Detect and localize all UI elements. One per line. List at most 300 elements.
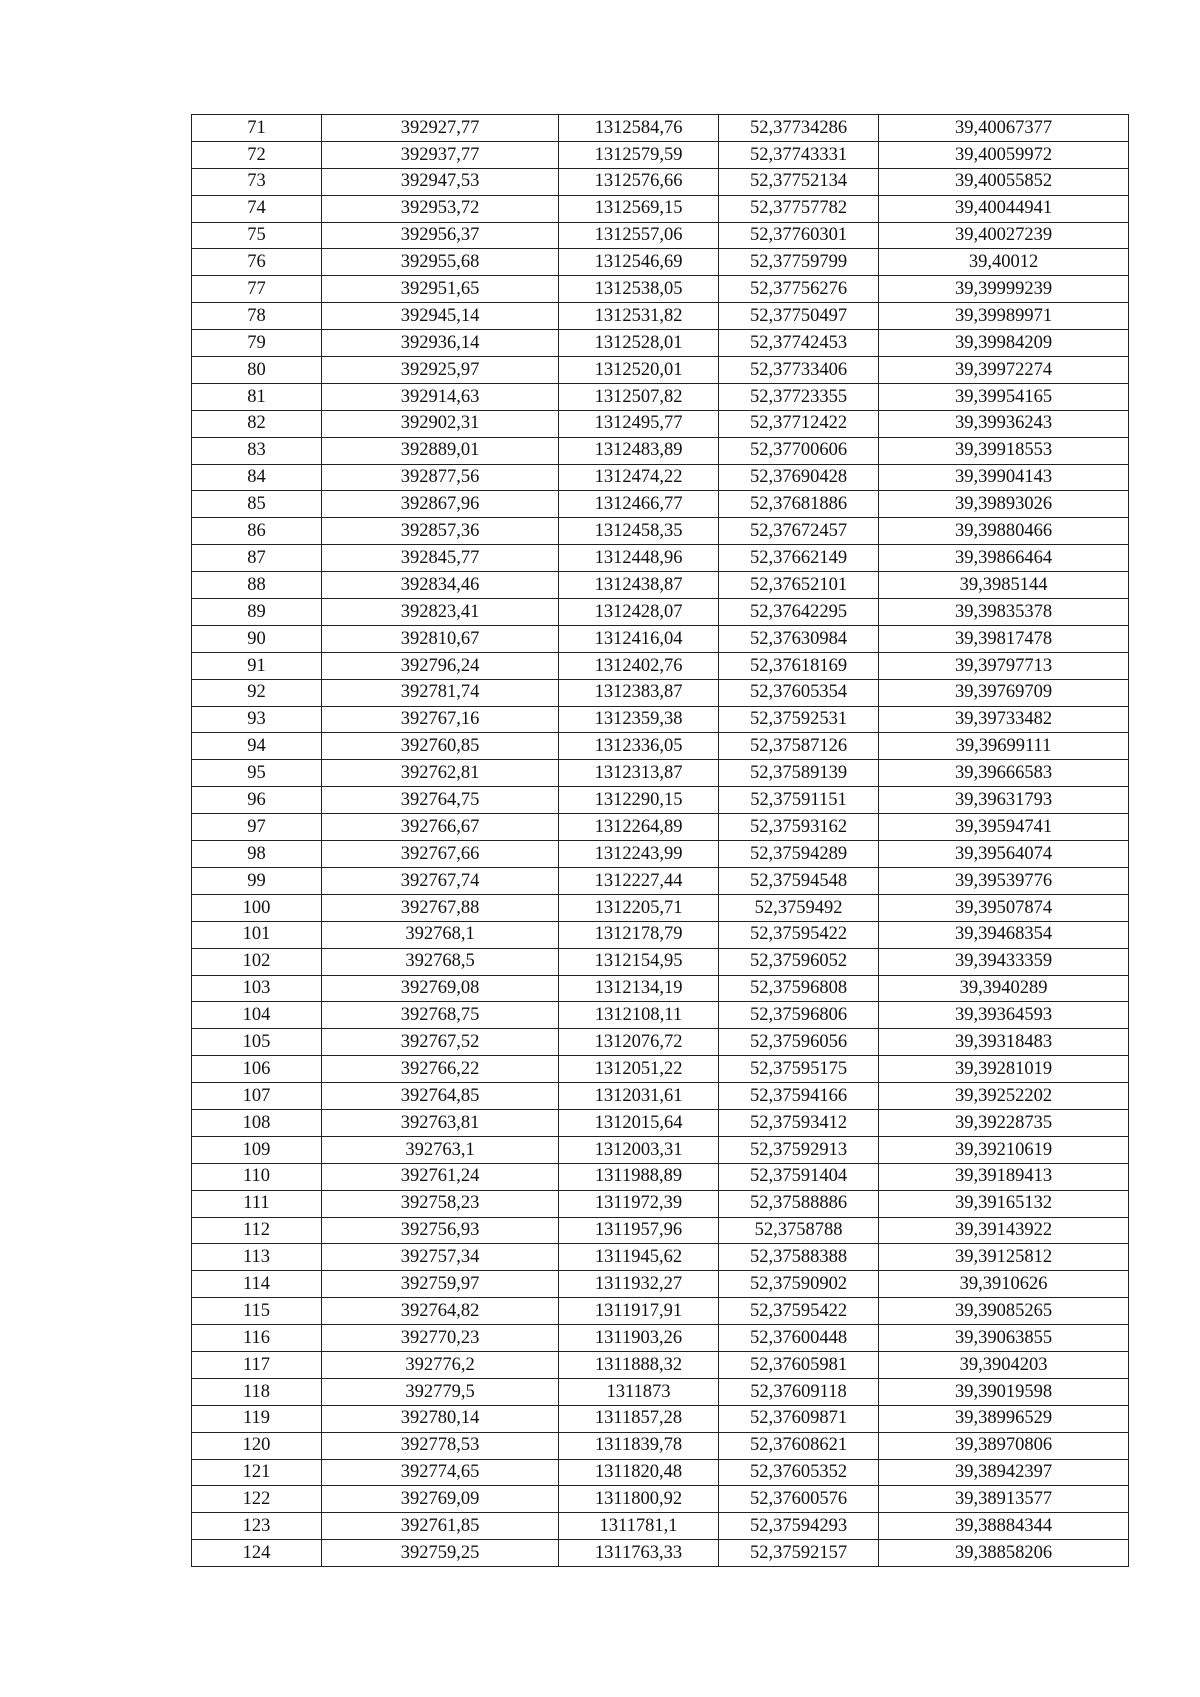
- y-coordinate-cell: 1312579,59: [559, 141, 719, 168]
- x-coordinate-cell: 392867,96: [322, 491, 559, 518]
- longitude-cell: 39,39085265: [879, 1298, 1129, 1325]
- x-coordinate-cell: 392761,24: [322, 1163, 559, 1190]
- point-number-cell: 71: [192, 115, 322, 142]
- y-coordinate-cell: 1311820,48: [559, 1459, 719, 1486]
- y-coordinate-cell: 1312051,22: [559, 1056, 719, 1083]
- point-number-cell: 73: [192, 168, 322, 195]
- y-coordinate-cell: 1312438,87: [559, 572, 719, 599]
- point-number-cell: 113: [192, 1244, 322, 1271]
- point-number-cell: 97: [192, 814, 322, 841]
- x-coordinate-cell: 392947,53: [322, 168, 559, 195]
- point-number-cell: 100: [192, 894, 322, 921]
- point-number-cell: 112: [192, 1217, 322, 1244]
- point-number-cell: 81: [192, 383, 322, 410]
- table-row: [192, 545, 1129, 572]
- table-row: [192, 276, 1129, 303]
- x-coordinate-cell: 392781,74: [322, 679, 559, 706]
- y-coordinate-cell: 1311903,26: [559, 1325, 719, 1352]
- x-coordinate-cell: 392770,23: [322, 1325, 559, 1352]
- longitude-cell: 39,39666583: [879, 760, 1129, 787]
- table-row: [192, 652, 1129, 679]
- x-coordinate-cell: 392810,67: [322, 625, 559, 652]
- point-number-cell: 101: [192, 921, 322, 948]
- latitude-cell: 52,37734286: [719, 115, 879, 142]
- point-number-cell: 120: [192, 1432, 322, 1459]
- x-coordinate-cell: 392889,01: [322, 437, 559, 464]
- x-coordinate-cell: 392758,23: [322, 1190, 559, 1217]
- table-row: [192, 195, 1129, 222]
- y-coordinate-cell: 1312264,89: [559, 814, 719, 841]
- x-coordinate-cell: 392937,77: [322, 141, 559, 168]
- y-coordinate-cell: 1312015,64: [559, 1109, 719, 1136]
- point-number-cell: 96: [192, 787, 322, 814]
- y-coordinate-cell: 1311932,27: [559, 1271, 719, 1298]
- table-row: [192, 1217, 1129, 1244]
- y-coordinate-cell: 1312576,66: [559, 168, 719, 195]
- latitude-cell: 52,37605352: [719, 1459, 879, 1486]
- x-coordinate-cell: 392945,14: [322, 303, 559, 330]
- table-row: [192, 357, 1129, 384]
- longitude-cell: 39,39594741: [879, 814, 1129, 841]
- table-row: [192, 410, 1129, 437]
- longitude-cell: 39,3940289: [879, 975, 1129, 1002]
- y-coordinate-cell: 1312495,77: [559, 410, 719, 437]
- longitude-cell: 39,39904143: [879, 464, 1129, 491]
- table-row: [192, 625, 1129, 652]
- longitude-cell: 39,39769709: [879, 679, 1129, 706]
- point-number-cell: 109: [192, 1136, 322, 1163]
- point-number-cell: 119: [192, 1405, 322, 1432]
- x-coordinate-cell: 392914,63: [322, 383, 559, 410]
- x-coordinate-cell: 392760,85: [322, 733, 559, 760]
- y-coordinate-cell: 1312359,38: [559, 706, 719, 733]
- point-number-cell: 121: [192, 1459, 322, 1486]
- longitude-cell: 39,39210619: [879, 1136, 1129, 1163]
- latitude-cell: 52,3758788: [719, 1217, 879, 1244]
- latitude-cell: 52,37750497: [719, 303, 879, 330]
- latitude-cell: 52,37588388: [719, 1244, 879, 1271]
- point-number-cell: 111: [192, 1190, 322, 1217]
- point-number-cell: 94: [192, 733, 322, 760]
- latitude-cell: 52,37596808: [719, 975, 879, 1002]
- point-number-cell: 108: [192, 1109, 322, 1136]
- table-row: [192, 1298, 1129, 1325]
- x-coordinate-cell: 392834,46: [322, 572, 559, 599]
- point-number-cell: 118: [192, 1378, 322, 1405]
- latitude-cell: 52,37591151: [719, 787, 879, 814]
- longitude-cell: 39,3985144: [879, 572, 1129, 599]
- y-coordinate-cell: 1312134,19: [559, 975, 719, 1002]
- longitude-cell: 39,39564074: [879, 841, 1129, 868]
- x-coordinate-cell: 392925,97: [322, 357, 559, 384]
- x-coordinate-cell: 392764,75: [322, 787, 559, 814]
- y-coordinate-cell: 1312466,77: [559, 491, 719, 518]
- latitude-cell: 52,37608621: [719, 1432, 879, 1459]
- latitude-cell: 52,37733406: [719, 357, 879, 384]
- longitude-cell: 39,39984209: [879, 330, 1129, 357]
- x-coordinate-cell: 392767,16: [322, 706, 559, 733]
- latitude-cell: 52,37595422: [719, 921, 879, 948]
- point-number-cell: 89: [192, 599, 322, 626]
- y-coordinate-cell: 1312448,96: [559, 545, 719, 572]
- longitude-cell: 39,39539776: [879, 867, 1129, 894]
- table-row: [192, 1136, 1129, 1163]
- x-coordinate-cell: 392768,5: [322, 948, 559, 975]
- y-coordinate-cell: 1311800,92: [559, 1486, 719, 1513]
- point-number-cell: 90: [192, 625, 322, 652]
- latitude-cell: 52,37609871: [719, 1405, 879, 1432]
- latitude-cell: 52,37590902: [719, 1271, 879, 1298]
- y-coordinate-cell: 1312243,99: [559, 841, 719, 868]
- y-coordinate-cell: 1311988,89: [559, 1163, 719, 1190]
- latitude-cell: 52,37594548: [719, 867, 879, 894]
- latitude-cell: 52,37600576: [719, 1486, 879, 1513]
- longitude-cell: 39,39189413: [879, 1163, 1129, 1190]
- table-row: [192, 1002, 1129, 1029]
- point-number-cell: 123: [192, 1513, 322, 1540]
- y-coordinate-cell: 1312474,22: [559, 464, 719, 491]
- point-number-cell: 86: [192, 518, 322, 545]
- x-coordinate-cell: 392823,41: [322, 599, 559, 626]
- table-row: [192, 491, 1129, 518]
- latitude-cell: 52,37587126: [719, 733, 879, 760]
- y-coordinate-cell: 1311781,1: [559, 1513, 719, 1540]
- y-coordinate-cell: 1312416,04: [559, 625, 719, 652]
- point-number-cell: 103: [192, 975, 322, 1002]
- point-number-cell: 82: [192, 410, 322, 437]
- latitude-cell: 52,37681886: [719, 491, 879, 518]
- y-coordinate-cell: 1312336,05: [559, 733, 719, 760]
- longitude-cell: 39,39165132: [879, 1190, 1129, 1217]
- x-coordinate-cell: 392762,81: [322, 760, 559, 787]
- table-row: [192, 1459, 1129, 1486]
- x-coordinate-cell: 392857,36: [322, 518, 559, 545]
- x-coordinate-cell: 392763,1: [322, 1136, 559, 1163]
- point-number-cell: 115: [192, 1298, 322, 1325]
- y-coordinate-cell: 1311917,91: [559, 1298, 719, 1325]
- longitude-cell: 39,39866464: [879, 545, 1129, 572]
- table-row: [192, 1244, 1129, 1271]
- longitude-cell: 39,39797713: [879, 652, 1129, 679]
- x-coordinate-cell: 392955,68: [322, 249, 559, 276]
- latitude-cell: 52,37652101: [719, 572, 879, 599]
- table-row: [192, 1378, 1129, 1405]
- longitude-cell: 39,38884344: [879, 1513, 1129, 1540]
- table-row: [192, 760, 1129, 787]
- x-coordinate-cell: 392927,77: [322, 115, 559, 142]
- table-row: [192, 1486, 1129, 1513]
- point-number-cell: 98: [192, 841, 322, 868]
- longitude-cell: 39,40055852: [879, 168, 1129, 195]
- point-number-cell: 75: [192, 222, 322, 249]
- y-coordinate-cell: 1312557,06: [559, 222, 719, 249]
- latitude-cell: 52,37760301: [719, 222, 879, 249]
- latitude-cell: 52,37756276: [719, 276, 879, 303]
- longitude-cell: 39,40044941: [879, 195, 1129, 222]
- latitude-cell: 52,37609118: [719, 1378, 879, 1405]
- latitude-cell: 52,37589139: [719, 760, 879, 787]
- x-coordinate-cell: 392779,5: [322, 1378, 559, 1405]
- x-coordinate-cell: 392766,67: [322, 814, 559, 841]
- longitude-cell: 39,39433359: [879, 948, 1129, 975]
- y-coordinate-cell: 1312458,35: [559, 518, 719, 545]
- table-row: [192, 975, 1129, 1002]
- y-coordinate-cell: 1311888,32: [559, 1351, 719, 1378]
- longitude-cell: 39,39631793: [879, 787, 1129, 814]
- longitude-cell: 39,39364593: [879, 1002, 1129, 1029]
- table-row: [192, 733, 1129, 760]
- point-number-cell: 107: [192, 1083, 322, 1110]
- y-coordinate-cell: 1312538,05: [559, 276, 719, 303]
- y-coordinate-cell: 1312428,07: [559, 599, 719, 626]
- x-coordinate-cell: 392761,85: [322, 1513, 559, 1540]
- point-number-cell: 122: [192, 1486, 322, 1513]
- table-row: [192, 921, 1129, 948]
- point-number-cell: 95: [192, 760, 322, 787]
- latitude-cell: 52,37593162: [719, 814, 879, 841]
- y-coordinate-cell: 1311873: [559, 1378, 719, 1405]
- point-number-cell: 72: [192, 141, 322, 168]
- x-coordinate-cell: 392766,22: [322, 1056, 559, 1083]
- x-coordinate-cell: 392757,34: [322, 1244, 559, 1271]
- x-coordinate-cell: 392763,81: [322, 1109, 559, 1136]
- latitude-cell: 52,37757782: [719, 195, 879, 222]
- y-coordinate-cell: 1312154,95: [559, 948, 719, 975]
- point-number-cell: 91: [192, 652, 322, 679]
- longitude-cell: 39,39143922: [879, 1217, 1129, 1244]
- y-coordinate-cell: 1312520,01: [559, 357, 719, 384]
- x-coordinate-cell: 392877,56: [322, 464, 559, 491]
- table-row: [192, 1190, 1129, 1217]
- point-number-cell: 110: [192, 1163, 322, 1190]
- y-coordinate-cell: 1312290,15: [559, 787, 719, 814]
- latitude-cell: 52,37630984: [719, 625, 879, 652]
- y-coordinate-cell: 1311839,78: [559, 1432, 719, 1459]
- y-coordinate-cell: 1312108,11: [559, 1002, 719, 1029]
- latitude-cell: 52,37594289: [719, 841, 879, 868]
- latitude-cell: 52,37690428: [719, 464, 879, 491]
- longitude-cell: 39,40012: [879, 249, 1129, 276]
- point-number-cell: 93: [192, 706, 322, 733]
- latitude-cell: 52,3759492: [719, 894, 879, 921]
- longitude-cell: 39,39019598: [879, 1378, 1129, 1405]
- longitude-cell: 39,39468354: [879, 921, 1129, 948]
- latitude-cell: 52,37594293: [719, 1513, 879, 1540]
- y-coordinate-cell: 1312003,31: [559, 1136, 719, 1163]
- latitude-cell: 52,37594166: [719, 1083, 879, 1110]
- x-coordinate-cell: 392902,31: [322, 410, 559, 437]
- table-row: [192, 437, 1129, 464]
- longitude-cell: 39,39989971: [879, 303, 1129, 330]
- table-row: [192, 141, 1129, 168]
- table-row: [192, 894, 1129, 921]
- y-coordinate-cell: 1312546,69: [559, 249, 719, 276]
- latitude-cell: 52,37723355: [719, 383, 879, 410]
- y-coordinate-cell: 1312569,15: [559, 195, 719, 222]
- longitude-cell: 39,39880466: [879, 518, 1129, 545]
- longitude-cell: 39,39228735: [879, 1109, 1129, 1136]
- y-coordinate-cell: 1312178,79: [559, 921, 719, 948]
- y-coordinate-cell: 1312076,72: [559, 1029, 719, 1056]
- latitude-cell: 52,37592531: [719, 706, 879, 733]
- x-coordinate-cell: 392951,65: [322, 276, 559, 303]
- x-coordinate-cell: 392767,66: [322, 841, 559, 868]
- x-coordinate-cell: 392778,53: [322, 1432, 559, 1459]
- point-number-cell: 79: [192, 330, 322, 357]
- longitude-cell: 39,40059972: [879, 141, 1129, 168]
- x-coordinate-cell: 392756,93: [322, 1217, 559, 1244]
- table-row: [192, 1405, 1129, 1432]
- table-row: [192, 1351, 1129, 1378]
- table-row: [192, 464, 1129, 491]
- latitude-cell: 52,37600448: [719, 1325, 879, 1352]
- table-row: [192, 948, 1129, 975]
- longitude-cell: 39,38913577: [879, 1486, 1129, 1513]
- table-row: [192, 599, 1129, 626]
- x-coordinate-cell: 392936,14: [322, 330, 559, 357]
- point-number-cell: 87: [192, 545, 322, 572]
- longitude-cell: 39,3910626: [879, 1271, 1129, 1298]
- table-row: [192, 572, 1129, 599]
- longitude-cell: 39,39893026: [879, 491, 1129, 518]
- latitude-cell: 52,37712422: [719, 410, 879, 437]
- point-number-cell: 77: [192, 276, 322, 303]
- y-coordinate-cell: 1312507,82: [559, 383, 719, 410]
- latitude-cell: 52,37642295: [719, 599, 879, 626]
- latitude-cell: 52,37588886: [719, 1190, 879, 1217]
- x-coordinate-cell: 392776,2: [322, 1351, 559, 1378]
- y-coordinate-cell: 1312528,01: [559, 330, 719, 357]
- latitude-cell: 52,37700606: [719, 437, 879, 464]
- longitude-cell: 39,39252202: [879, 1083, 1129, 1110]
- latitude-cell: 52,37662149: [719, 545, 879, 572]
- table-row: [192, 867, 1129, 894]
- y-coordinate-cell: 1312584,76: [559, 115, 719, 142]
- point-number-cell: 124: [192, 1540, 322, 1567]
- y-coordinate-cell: 1312313,87: [559, 760, 719, 787]
- longitude-cell: 39,40027239: [879, 222, 1129, 249]
- x-coordinate-cell: 392774,65: [322, 1459, 559, 1486]
- latitude-cell: 52,37605354: [719, 679, 879, 706]
- longitude-cell: 39,39999239: [879, 276, 1129, 303]
- longitude-cell: 39,40067377: [879, 115, 1129, 142]
- point-number-cell: 76: [192, 249, 322, 276]
- coordinates-table: [191, 114, 1129, 1567]
- point-number-cell: 99: [192, 867, 322, 894]
- x-coordinate-cell: 392764,85: [322, 1083, 559, 1110]
- table-row: [192, 679, 1129, 706]
- table-row: [192, 1083, 1129, 1110]
- longitude-cell: 39,39972274: [879, 357, 1129, 384]
- latitude-cell: 52,37596806: [719, 1002, 879, 1029]
- longitude-cell: 39,39835378: [879, 599, 1129, 626]
- table-row: [192, 1513, 1129, 1540]
- x-coordinate-cell: 392768,75: [322, 1002, 559, 1029]
- table-row: [192, 814, 1129, 841]
- longitude-cell: 39,3904203: [879, 1351, 1129, 1378]
- x-coordinate-cell: 392769,09: [322, 1486, 559, 1513]
- table-row: [192, 1432, 1129, 1459]
- table-row: [192, 706, 1129, 733]
- table-row: [192, 1271, 1129, 1298]
- table-row: [192, 115, 1129, 142]
- point-number-cell: 84: [192, 464, 322, 491]
- longitude-cell: 39,39733482: [879, 706, 1129, 733]
- y-coordinate-cell: 1311972,39: [559, 1190, 719, 1217]
- coordinates-table-body: [192, 115, 1129, 1567]
- table-row: [192, 1540, 1129, 1567]
- point-number-cell: 83: [192, 437, 322, 464]
- table-row: [192, 249, 1129, 276]
- point-number-cell: 88: [192, 572, 322, 599]
- point-number-cell: 104: [192, 1002, 322, 1029]
- point-number-cell: 114: [192, 1271, 322, 1298]
- x-coordinate-cell: 392845,77: [322, 545, 559, 572]
- table-row: [192, 841, 1129, 868]
- latitude-cell: 52,37759799: [719, 249, 879, 276]
- table-row: [192, 222, 1129, 249]
- y-coordinate-cell: 1311763,33: [559, 1540, 719, 1567]
- longitude-cell: 39,39507874: [879, 894, 1129, 921]
- longitude-cell: 39,38970806: [879, 1432, 1129, 1459]
- x-coordinate-cell: 392780,14: [322, 1405, 559, 1432]
- table-row: [192, 383, 1129, 410]
- y-coordinate-cell: 1311945,62: [559, 1244, 719, 1271]
- table-row: [192, 518, 1129, 545]
- point-number-cell: 105: [192, 1029, 322, 1056]
- y-coordinate-cell: 1312483,89: [559, 437, 719, 464]
- x-coordinate-cell: 392767,74: [322, 867, 559, 894]
- longitude-cell: 39,39817478: [879, 625, 1129, 652]
- point-number-cell: 102: [192, 948, 322, 975]
- y-coordinate-cell: 1312205,71: [559, 894, 719, 921]
- table-row: [192, 1056, 1129, 1083]
- x-coordinate-cell: 392953,72: [322, 195, 559, 222]
- table-row: [192, 1109, 1129, 1136]
- x-coordinate-cell: 392767,52: [322, 1029, 559, 1056]
- latitude-cell: 52,37596052: [719, 948, 879, 975]
- longitude-cell: 39,38858206: [879, 1540, 1129, 1567]
- table-row: [192, 787, 1129, 814]
- latitude-cell: 52,37592157: [719, 1540, 879, 1567]
- longitude-cell: 39,39318483: [879, 1029, 1129, 1056]
- x-coordinate-cell: 392768,1: [322, 921, 559, 948]
- longitude-cell: 39,39281019: [879, 1056, 1129, 1083]
- table-row: [192, 1163, 1129, 1190]
- latitude-cell: 52,37752134: [719, 168, 879, 195]
- point-number-cell: 78: [192, 303, 322, 330]
- point-number-cell: 85: [192, 491, 322, 518]
- latitude-cell: 52,37618169: [719, 652, 879, 679]
- latitude-cell: 52,37743331: [719, 141, 879, 168]
- latitude-cell: 52,37595422: [719, 1298, 879, 1325]
- x-coordinate-cell: 392764,82: [322, 1298, 559, 1325]
- x-coordinate-cell: 392767,88: [322, 894, 559, 921]
- longitude-cell: 39,39954165: [879, 383, 1129, 410]
- longitude-cell: 39,38942397: [879, 1459, 1129, 1486]
- x-coordinate-cell: 392759,97: [322, 1271, 559, 1298]
- x-coordinate-cell: 392956,37: [322, 222, 559, 249]
- latitude-cell: 52,37592913: [719, 1136, 879, 1163]
- longitude-cell: 39,38996529: [879, 1405, 1129, 1432]
- table-row: [192, 303, 1129, 330]
- x-coordinate-cell: 392769,08: [322, 975, 559, 1002]
- point-number-cell: 106: [192, 1056, 322, 1083]
- point-number-cell: 74: [192, 195, 322, 222]
- longitude-cell: 39,39699111: [879, 733, 1129, 760]
- point-number-cell: 92: [192, 679, 322, 706]
- longitude-cell: 39,39125812: [879, 1244, 1129, 1271]
